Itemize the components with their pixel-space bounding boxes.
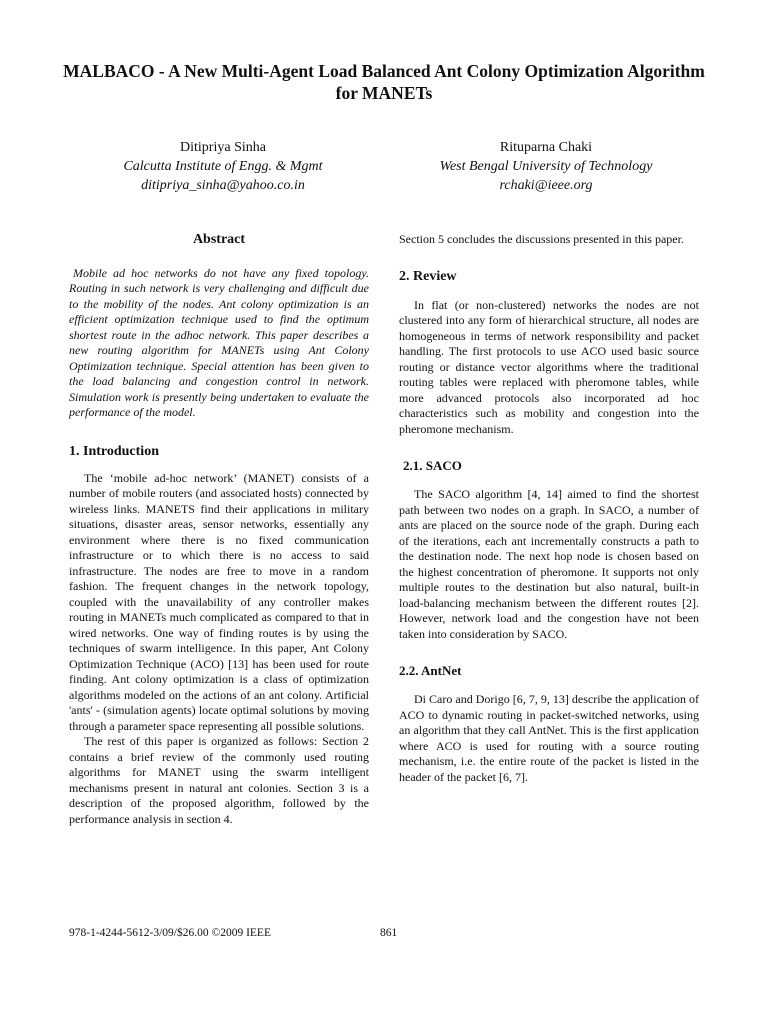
abstract-body: Mobile ad hoc networks do not have any fixed topology. Routing in such network is very challenging and difficult due to the mobility of the nodes. Ant colony optimization is an efficient optimization technique used to find the optimum shortest route in the adhoc network. This paper describes a new routing algorithm for MANETs using Ant Colony Optimization technique. Special attention has been given to the load balancing and congestion control in network. Simulation work is presently being undertaken to evaluate the performance of the model. xyxy=(69,265,369,419)
footer-isbn: 978-1-4244-5612-3/09/$26.00 ©2009 IEEE xyxy=(69,927,271,939)
author-email: rchaki@ieee.org xyxy=(499,178,593,193)
author-block-2 xyxy=(396,138,696,195)
intro-paragraph-1: The ‘mobile ad-hoc network’ (MANET) consists of a number of mobile routers (and associated hosts) connected by wireless links. MANETS find their applications in military situations, disaster areas, sensor networks, essentially any environment where there is no fixed communication infrastructure or to which there is no access to said infrastructure. The nodes are free to move in a random fashion. The frequent changes in the network topology, coupled with the unavailability of any controller makes routing in MANETs much complicated as compared to that in wired networks. One way of finding routes is by using the techniques of swarm intelligence. In this paper, Ant Colony Optimization Technique (ACO) [13] has been used for route finding. Ant colony optimization is a class of optimization algorithms modeled on the actions of an ant colony. Artificial 'ants' - (simulation agents) locate optimal solutions by moving through a parameter space representing all possible solutions. xyxy=(69,470,369,733)
left-column xyxy=(69,232,369,827)
author-name: Ditipriya Sinha xyxy=(180,140,266,155)
subsection-heading-saco: 2.1. SACO xyxy=(403,458,462,473)
intro-paragraph-2: The rest of this paper is organized as follows: Section 2 contains a brief review of the commonly used routing algorithms for MANET using the swarm intelligent mechanisms present in natural ant colonies. Section 3 is a description of the proposed algorithm, followed by the performance analysis in section 4. xyxy=(69,734,369,826)
author-block-1 xyxy=(73,138,373,195)
intro-paragraph-2-continued: Section 5 concludes the discussions presented in this paper. xyxy=(399,232,684,246)
section-heading-review: 2. Review xyxy=(399,268,457,284)
antnet-paragraph: Di Caro and Dorigo [6, 7, 9, 13] describe the application of ACO to dynamic routing in packet-switched networks, using an algorithm that they call AntNet. This is the first application where ACO is used for routing with a source routing mechanism, i.e. the entire route of the packet is listed in the header of the packet [6, 7]. xyxy=(399,692,699,784)
saco-paragraph: The SACO algorithm [4, 14] aimed to find the shortest path between two nodes on a graph. In SACO, a number of ants are placed on the source node of the graph. During each of the iterations, each ant incrementally constructs a path to the destination node. The next hop node is chosen based on the highest concentration of pheromone. It supports not only multiple routes to the destination but also natural, built-in load-balancing mechanism between the different routes [2]. However, network load and the congestion have not been taken into consideration by SACO. xyxy=(399,487,699,641)
subsection-heading-antnet: 2.2. AntNet xyxy=(399,663,462,678)
section-heading-introduction: 1. Introduction xyxy=(69,443,159,459)
author-affiliation: West Bengal University of Technology xyxy=(439,159,653,174)
abstract-heading: Abstract xyxy=(192,232,246,247)
page-number: 861 xyxy=(380,927,398,939)
paper-title: MALBACO - A New Multi-Agent Load Balanced Ant Colony Optimization Algorithm for MANETs xyxy=(63,61,705,103)
author-name: Rituparna Chaki xyxy=(499,140,593,155)
author-email: ditipriya_sinha@yahoo.co.in xyxy=(141,178,305,193)
author-affiliation: Calcutta Institute of Engg. & Mgmt xyxy=(123,159,323,174)
review-paragraph: In flat (or non-clustered) networks the nodes are not clustered into any form of hierarchical structure, all nodes are homogeneous in terms of network responsibility and packet handling. The first protocols to use ACO used basic source routing or distance vector algorithms where the traditional routing tables were replaced with pheromone tables, while more advanced protocols also incorporated ad hoc characteristics such as mobility and congestion into the pheromone mechanism. xyxy=(399,297,699,436)
right-column xyxy=(399,232,699,785)
